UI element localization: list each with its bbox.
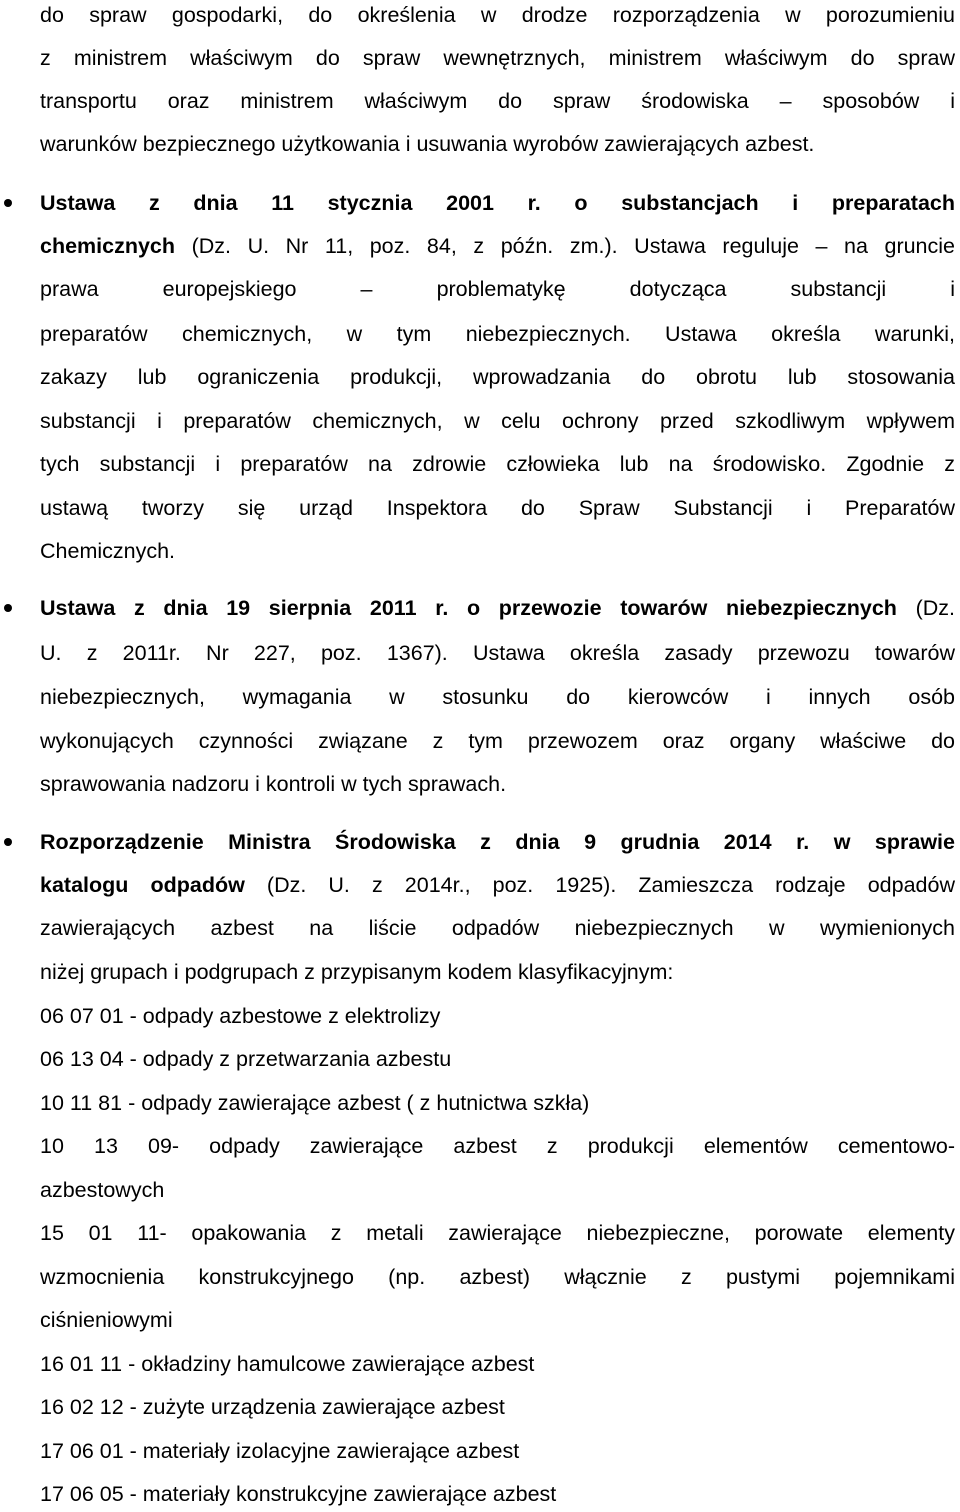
item3-title-line: Rozporządzenie Ministra Środowiska z dnia 9 grudnia 2014 r. w sprawie xyxy=(40,830,955,854)
waste-code-item: 15 01 11- opakowania z metali zawierające niebezpieczne, porowate elementy xyxy=(40,1221,955,1245)
item3-citation: (Dz. U. z 2014r., poz. 1925). Zamieszcza rodzaje odpadów xyxy=(244,873,955,897)
intro-line: transportu oraz ministrem właściwym do spraw środowiska – sposobów i xyxy=(40,89,955,113)
item2-citation: (Dz. xyxy=(896,596,955,620)
item2-line: niebezpiecznych, wymagania w stosunku do kierowców i innych osób xyxy=(40,685,955,709)
bullet-icon xyxy=(4,838,12,846)
item1-line: tych substancji i preparatów na zdrowie człowieka lub na środowisko. Zgodnie z xyxy=(40,452,955,476)
item1-line xyxy=(40,231,955,261)
waste-code-item-cont: ciśnieniowymi xyxy=(40,1308,173,1332)
item1-title-line: Ustawa z dnia 11 stycznia 2001 r. o substancjach i preparatach xyxy=(40,191,955,215)
intro-line: z ministrem właściwym do spraw wewnętrznych, ministrem właściwym do spraw xyxy=(40,46,955,70)
intro-line: do spraw gospodarki, do określenia w drodze rozporządzenia w porozumieniu xyxy=(40,3,955,27)
item3-line: niżej grupach i podgrupach z przypisanym kodem klasyfikacyjnym: xyxy=(40,960,674,984)
item2-line: sprawowania nadzoru i kontroli w tych sprawach. xyxy=(40,772,507,796)
waste-code-item: 10 13 09- odpady zawierające azbest z produkcji elementów cementowo- xyxy=(40,1134,955,1158)
item1-line: Chemicznych. xyxy=(40,539,176,563)
item3-line xyxy=(40,870,955,900)
waste-code-item-cont: wzmocnienia konstrukcyjnego (np. azbest) włącznie z pustymi pojemnikami xyxy=(40,1265,955,1289)
item1-line: preparatów chemicznych, w tym niebezpiecznych. Ustawa określa warunki, xyxy=(40,322,955,346)
bullet-icon xyxy=(4,604,12,612)
waste-code-item: 16 02 12 - zużyte urządzenia zawierające azbest xyxy=(40,1395,505,1419)
bullet-icon xyxy=(4,199,12,207)
item2-line: wykonujących czynności związane z tym przewozem oraz organy właściwe do xyxy=(40,729,955,753)
item2-line: U. z 2011r. Nr 227, poz. 1367). Ustawa określa zasady przewozu towarów xyxy=(40,641,955,665)
waste-code-item: 17 06 05 - materiały konstrukcyjne zawierające azbest xyxy=(40,1482,557,1506)
intro-line: warunków bezpiecznego użytkowania i usuwania wyrobów zawierających azbest. xyxy=(40,132,815,156)
waste-code-item: 06 13 04 - odpady z przetwarzania azbestu xyxy=(40,1047,452,1071)
item2-title: Ustawa z dnia 19 sierpnia 2011 r. o przewozie towarów niebezpiecznych xyxy=(40,596,897,620)
item3-line: zawierających azbest na liście odpadów niebezpiecznych w wymienionych xyxy=(40,916,955,940)
item3-title-end: katalogu odpadów xyxy=(40,873,245,897)
waste-code-item: 06 07 01 - odpady azbestowe z elektrolizy xyxy=(40,1004,441,1028)
waste-code-item: 10 11 81 - odpady zawierające azbest ( z hutnictwa szkła) xyxy=(40,1091,590,1115)
item1-line: substancji i preparatów chemicznych, w celu ochrony przed szkodliwym wpływem xyxy=(40,409,955,433)
item1-line: ustawą tworzy się urząd Inspektora do Spraw Substancji i Preparatów xyxy=(40,496,955,520)
item2-line xyxy=(40,593,955,623)
item1-title-end: chemicznych xyxy=(40,234,176,258)
waste-code-item-cont: azbestowych xyxy=(40,1178,165,1202)
waste-code-item: 17 06 01 - materiały izolacyjne zawierające azbest xyxy=(40,1439,520,1463)
waste-code-item: 16 01 11 - okładziny hamulcowe zawierające azbest xyxy=(40,1352,535,1376)
item1-line: zakazy lub ograniczenia produkcji, wprowadzania do obrotu lub stosowania xyxy=(40,365,955,389)
item1-citation: (Dz. U. Nr 11, poz. 84, z późn. zm.). Ustawa reguluje – na gruncie xyxy=(175,234,955,258)
item1-line: prawa europejskiego – problematykę dotycząca substancji i xyxy=(40,277,955,301)
